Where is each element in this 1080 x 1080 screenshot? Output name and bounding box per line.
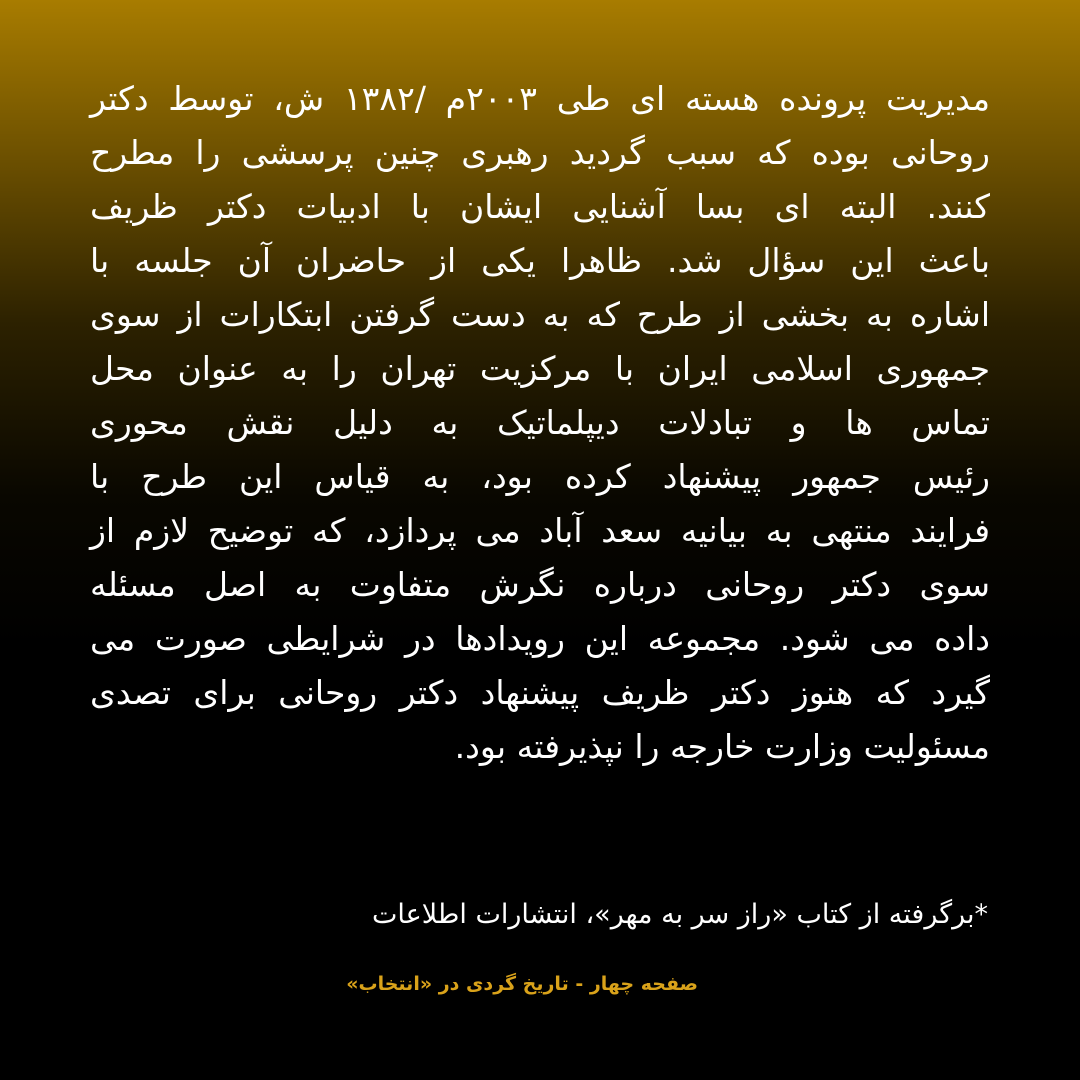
body-line: داده می شود. مجموعه این رویدادها در شرایطی صورت می	[90, 619, 990, 658]
source-citation: *برگرفته از کتاب «راز سر به مهر»، انتشارات اطلاعات	[372, 899, 988, 930]
body-line: کنند. البته ای بسا آشنایی ایشان با ادبیات دکتر ظریف	[90, 187, 990, 226]
body-line: اشاره به بخشی از طرح که به دست گرفتن ابتکارات از سوی	[90, 295, 990, 334]
body-line: سوی دکتر روحانی درباره نگرش متفاوت به اصل مسئله	[90, 565, 990, 604]
body-line: فرایند منتهی به بیانیه سعد آباد می پردازد، که توضیح لازم از	[90, 511, 990, 550]
body-line: گیرد که هنوز دکتر ظریف پیشنهاد دکتر روحانی برای تصدی	[90, 673, 990, 712]
body-line: رئیس جمهور پیشنهاد کرده بود، به قیاس این طرح با	[90, 457, 990, 496]
body-line: مسئولیت وزارت خارجه را نپذیرفته بود.	[454, 727, 990, 766]
body-line: مدیریت پرونده هسته ای طی ۲۰۰۳م /۱۳۸۲ ش، توسط دکتر	[90, 79, 991, 118]
body-line: جمهوری اسلامی ایران با مرکزیت تهران را به عنوان محل	[90, 349, 990, 388]
article-body	[90, 72, 990, 774]
body-line: روحانی بوده که سبب گردید رهبری چنین پرسشی را مطرح	[90, 133, 990, 172]
body-line: تماس ها و تبادلات دیپلماتیک به دلیل نقش محوری	[90, 403, 990, 442]
body-line: باعث این سؤال شد. ظاهرا یکی از حاضران آن جلسه با	[90, 241, 990, 280]
series-label: صفحه چهار - تاریخ گردی در «انتخاب»	[346, 973, 698, 995]
